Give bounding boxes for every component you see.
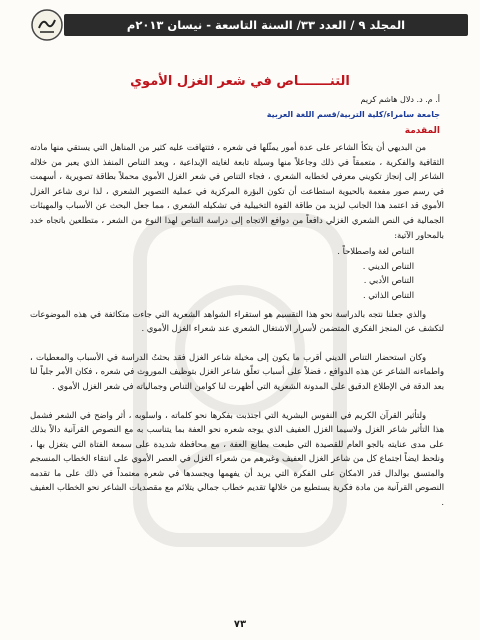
list-item: التناص الأدبي . — [363, 275, 414, 286]
article-title: التنـــــــاص في شعر الغزل الأموي — [130, 74, 350, 89]
topics-list — [30, 244, 444, 302]
journal-issue-line: المجلد ٩ / العدد ٣٣/ السنة التاسعة - نيسان ٢٠١٣م — [64, 14, 468, 36]
list-item: التناص لغة واصطلاحاً . — [337, 246, 414, 257]
body-paragraph: وكان استحضار التناص الديني أقرب ما يكون إلى مخيلة شاعر الغزل فقد بحثتُ الدراسة في الأسباب والمعطيات ، واطماءنه الشاعر عن هذه الدوافع ، فضلاً على أسباب تعلّق شاعر الغزل بتوظيف الموروث في شعره ، فكان الأمر جلياً لنا بعد الدقة في الإطلاع الدقيق على المدونة الشعرية التي أظهرت لنا كوامن التناص وجمالياته في شعر الغزل الأموي . — [30, 351, 444, 391]
intro-paragraph: من البديهي أن يتكأ الشاعر على عدة أمور يمثّلها في شعره ، فتتهافت عليه كثير من المناهل التي يستقي منها مادته الثقافية والفكرية ، متعمقاً في ذلك وجاعلاً منها وسيلة تابعة لغايته الإبداعية ، ويعد التناص المنفذ الذي يعبر من خلاله الشاعر إلى إنجاز تكويني معرفي لخطابه الشعري ، فجاء التناص في شعر الغزل الأموي محملاً بطاقة تصويرية ، أسهمت في رسم صور مفعمة بالحيوية استطاعت أن تكون البؤرة المركزية في عملية التصوير الشعري ، لذا نرى شاعر الغزل الأموي قد اعتمد هذا الجانب ليزيد من طاقة القوة التخييلية في تشكيله الشعري ، مما جعل البحث عن الأسباب والمهيئات الجمالية في النص الشعري الغزلي دافعاً من دوافع الاتجاه إلى دراسة التناص لهذا النوع من الشعر ، متطلعين باتجاه خدد بالمحاور الآتية: — [30, 142, 444, 240]
journal-header — [22, 8, 468, 42]
section-heading: المقدمة — [404, 126, 440, 136]
list-item: التناص الذاتي . — [362, 289, 414, 300]
body-paragraph: ولتأثير القرآن الكريم في النفوس البشرية التي اجتذبت بفكرها نحو كلماته ، واسلوبه ، أثر واضح في الشعر فشمل هذا التأثير شاعر الغزل ولاسيما الغزل العفيف الذي يوجه شعره نحو العفة بما يتناسب به مع النصوص القرآنية دالاً بذلك على مدى عنايته بالجو العام للقصيدة التي طبعت بطابع العفة ، مع محافظة شديدة على سمعة الفتاة التي يتغزل بها ، ونلحظ ايضاً اجتماع كل من شاعر الغزل العفيف وغيرهم من شعراء الغزل في العصر الأموي على انتقاء الخطاب المنسجم والمتسق بوالدال قدر الامكان على الفكرة التي يريد أن يفهمها ويجسدها في شعره معتمداً في ذلك على ما تقدمه النصوص القرآنية من مادة فكرية يستطيع من خلالها تقديم خطاب جمالي يتلائم مع مقصديات الشاعر نحو الخطاب العفيف . — [30, 409, 444, 508]
article-author: أ. م. د. دلال هاشم كريم — [360, 95, 440, 104]
author-affiliation: جامعة سامراء/كلية التربية/قسم اللغة العربية — [266, 110, 440, 119]
page-number: ٧٣ — [233, 619, 247, 630]
journal-seal-icon — [30, 8, 64, 42]
list-item: التناص الديني . — [362, 260, 414, 271]
body-paragraph: والذي جعلنا نتجه بالدراسة نحو هذا التقسيم هو استقراء الشواهد الشعرية التي جاءت متكاثفة في هذه الموضوعات لتكشف عن المنجز الفكري المتضمن لأسرار الاشتغال الشعري عند شعراء الغزل الأموي . — [30, 308, 444, 334]
article-body — [30, 140, 444, 600]
